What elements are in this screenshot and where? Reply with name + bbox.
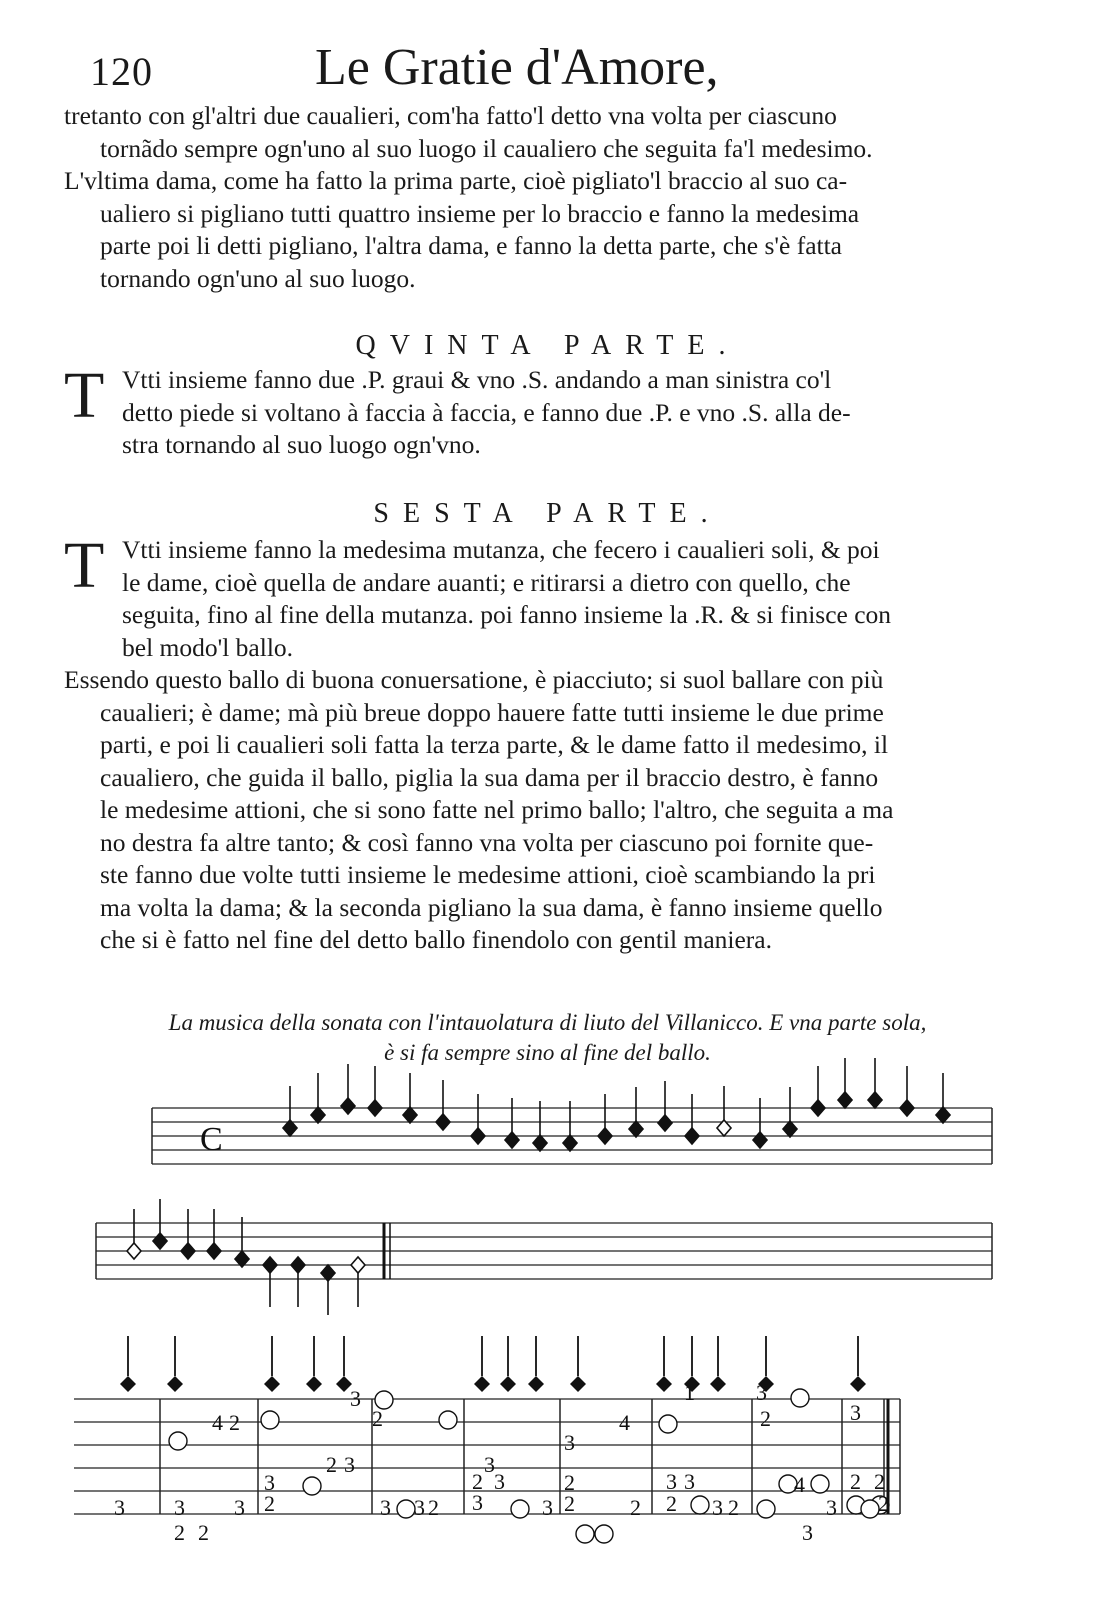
tablature-cipher: 1 [684,1380,695,1405]
tablature-cipher: 3 [174,1495,185,1520]
tablature-cipher: 4 [619,1410,630,1435]
tablature-cipher: 3 [494,1469,505,1494]
tablature-cipher: 3 [380,1495,391,1520]
note-head [505,1132,519,1148]
tablature-open-string [261,1411,279,1429]
note-head [811,1100,825,1116]
tablature-cipher: 3 [472,1490,483,1515]
text-line: bel modo'l ballo. [122,632,294,662]
tablature-cipher: 2 [564,1470,575,1495]
text-line: ma volta la dama; & la seconda pigliano la sua dama, è fanno insieme quello [100,892,883,922]
text-line: ste fanno due volte tutti insieme le medesime attioni, cioè scambiando la pri [100,860,876,889]
note-head [291,1257,305,1273]
tablature-cipher: 2 [264,1491,275,1516]
tablature-cipher: 2 [428,1495,439,1520]
text-line: tornando ogn'uno al suo luogo. [100,263,416,293]
music-staff-2 [96,1199,992,1315]
tablature-open-string [861,1500,879,1518]
rhythm-flag [120,1376,136,1392]
music-staff-1 [152,1058,992,1164]
tablature-cipher: 2 [564,1491,575,1516]
note-head [868,1092,882,1108]
tablature-cipher: 3 [414,1495,425,1520]
note-head [685,1128,699,1144]
note-head [351,1257,365,1273]
text-line: Vtti insieme fanno la medesima mutanza, che fecero i caualieri soli, & poi [122,535,880,564]
text-line: parti, e poi li caualieri soli fatta la terza parte, & le dame fatto il medesimo, il [100,730,889,759]
rhythm-flag [264,1376,280,1392]
note-head [838,1092,852,1108]
note-head [753,1132,767,1148]
tablature-cipher: 3 [826,1495,837,1520]
rhythm-flag [710,1376,726,1392]
tablature-cipher: 2 [174,1520,185,1545]
note-head [598,1128,612,1144]
note-head [181,1243,195,1259]
tablature-open-string [659,1415,677,1433]
rhythm-flag [656,1376,672,1392]
drop-cap: T [64,359,105,432]
text-line: detto piede si voltano à faccia à faccia, e fanno due .P. e vno .S. alla de- [122,397,851,427]
note-head [127,1243,141,1259]
text-line: le dame, cioè quella de andare auanti; e ritirarsi a dietro con quello, che [122,567,851,597]
tablature-cipher: 3 [666,1469,677,1494]
tablature-cipher: 3 [542,1495,553,1520]
section-title-quinta: QVINTA PARTE. [355,330,740,361]
tablature-open-string [576,1525,594,1543]
tablature-open-string [397,1500,415,1518]
tablature-cipher: 2 [874,1469,885,1494]
rhythm-flag [570,1376,586,1392]
tablature-cipher: 3 [712,1495,723,1520]
drop-cap: T [64,529,105,602]
note-head [629,1121,643,1137]
note-head [783,1121,797,1137]
rhythm-flag [528,1376,544,1392]
running-title: Le Gratie d'Amore, [315,39,719,96]
text-line: Essendo questo ballo di buona conuersatione, è piacciuto; si suol ballare con più [64,665,884,694]
caption-line: La musica della sonata con l'intauolatura di liuto del Villanicco. E vna parte sola, [168,1010,927,1035]
tablature-cipher: 3 [850,1400,861,1425]
tablature-open-string [691,1496,709,1514]
tablature-cipher: 2 [666,1491,677,1516]
tablature-cipher: 3 [684,1469,695,1494]
note-head [658,1115,672,1131]
note-head [403,1107,417,1123]
note-head [263,1257,277,1273]
tablature-cipher: 3 [264,1470,275,1495]
rhythm-flag [850,1376,866,1392]
tablature-cipher: 4 [794,1472,805,1497]
tablature-cipher: 2 [850,1469,861,1494]
text-line: tretanto con gl'altri due caualieri, com'ha fatto'l detto vna volta per ciascuno [64,101,837,130]
time-signature: C [200,1121,223,1158]
tablature-cipher: 3 [756,1380,767,1405]
lute-tablature [74,1336,900,1545]
note-head [900,1100,914,1116]
tablature-open-string [811,1475,829,1493]
tablature-open-string [511,1500,529,1518]
text-line: tornãdo sempre ogn'uno al suo luogo il caualiero che seguita fa'l medesimo. [100,133,873,163]
text-line: parte poi li detti pigliano, l'altra dama, e fanno la detta parte, che s'è fatta [100,231,843,260]
rhythm-flag [500,1376,516,1392]
tablature-cipher: 4 [212,1410,223,1435]
tablature-cipher: 3 [114,1495,125,1520]
note-head [207,1243,221,1259]
note-head [368,1100,382,1116]
tablature-cipher: 3 [484,1452,495,1477]
text-line: le medesime attioni, che si sono fatte nel primo ballo; l'altro, che seguita a ma [100,795,894,824]
note-head [471,1128,485,1144]
tablature-open-string [303,1477,321,1495]
text-line: caualiero, che guida il ballo, piglia la sua dama per il braccio destro, è fanno [100,762,879,792]
tablature-cipher: 2 [372,1406,383,1431]
caption-line: è si fa sempre sino al fine del ballo. [384,1040,711,1065]
tablature-cipher: 2 [229,1410,240,1435]
text-line: Vtti insieme fanno due .P. graui & vno .S. andando a man sinistra co'l [122,365,832,394]
tablature-cipher: 3 [564,1430,575,1455]
tablature-cipher: 2 [472,1469,483,1494]
note-head [311,1107,325,1123]
tablature-cipher: 3 [234,1495,245,1520]
text-line: caualieri; è dame; mà più breue doppo hauere fatte tutti insieme le due prime [100,697,884,727]
note-head [153,1233,167,1249]
tablature-open-string [595,1525,613,1543]
text-line: L'vltima dama, come ha fatto la prima parte, cioè pigliato'l braccio al suo ca- [64,166,848,195]
text-line: no destra fa altre tanto; & così fanno vna volta per ciascuno poi fornite que- [100,827,874,857]
tablature-cipher: 2 [326,1452,337,1477]
note-head [533,1135,547,1151]
tablature-open-string [791,1389,809,1407]
text-line: ualiero si pigliano tutti quattro insieme per lo braccio e fanno la medesima [100,198,860,228]
tablature-cipher: 3 [802,1520,813,1545]
text-line: seguita, fino al fine della mutanza. poi fanno insieme la .R. & si finisce con [122,600,892,629]
section-title-sesta: SESTA PARTE. [373,498,722,529]
tablature-cipher: 3 [350,1386,361,1411]
tablature-open-string [439,1411,457,1429]
tablature-open-string [757,1500,775,1518]
tablature-cipher: 2 [728,1495,739,1520]
tablature-cipher: 2 [198,1520,209,1545]
note-head [563,1135,577,1151]
tablature-cipher: 2 [878,1491,889,1516]
note-head [936,1107,950,1123]
tablature-cipher: 3 [344,1452,355,1477]
note-head [341,1098,355,1114]
rhythm-flag [306,1376,322,1392]
tablature-cipher: 2 [630,1495,641,1520]
note-head [436,1114,450,1130]
page-number: 120 [90,49,153,94]
text-line: stra tornando al suo luogo ogn'vno. [122,430,481,459]
rhythm-flag [474,1376,490,1392]
rhythm-flag [167,1376,183,1392]
tablature-cipher: 2 [760,1406,771,1431]
text-line: che si è fatto nel fine del detto ballo finendolo con gentil maniera. [100,925,772,954]
tablature-open-string [169,1432,187,1450]
